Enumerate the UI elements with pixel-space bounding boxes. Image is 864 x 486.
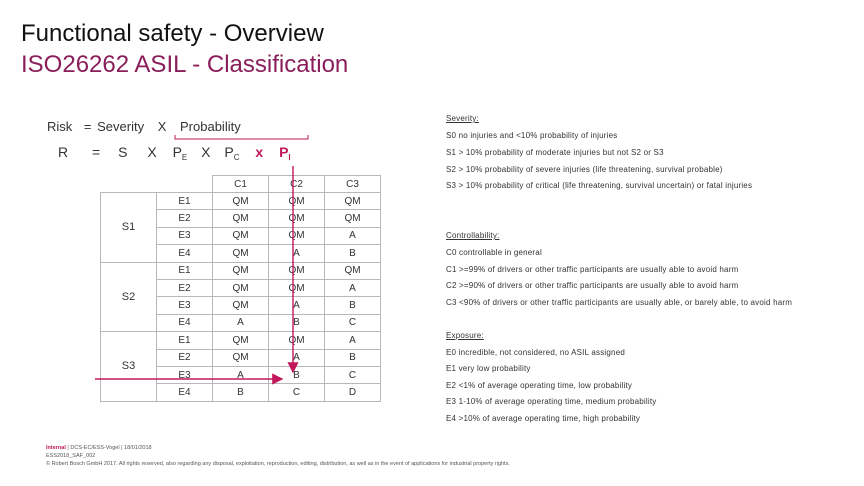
asil-cell: QM bbox=[325, 210, 381, 227]
exposure-item: E1 very low probability bbox=[446, 364, 531, 373]
severity-item: S2 > 10% probability of severe injuries (life threatening, survival probable) bbox=[446, 165, 723, 174]
asil-cell: QM bbox=[213, 279, 269, 296]
severity-cell: S2 bbox=[101, 262, 157, 332]
footer-line-2: ESS2018_SAF_002 bbox=[46, 453, 96, 459]
exposure-item: E4 >10% of average operating time, high probability bbox=[446, 414, 641, 423]
asil-cell: QM bbox=[325, 262, 381, 279]
exposure-cell: E3 bbox=[157, 227, 213, 244]
slide-subtitle: ISO26262 ASIL - Classification bbox=[21, 51, 349, 78]
exposure-cell: E1 bbox=[157, 262, 213, 279]
asil-cell: QM bbox=[213, 193, 269, 210]
controllability-item: C1 >=99% of drivers or other traffic participants are usually able to avoid harm bbox=[446, 265, 739, 274]
formula-severity: Severity bbox=[97, 119, 145, 134]
asil-cell: QM bbox=[213, 297, 269, 314]
formula-pc: $P_C$ bbox=[224, 144, 240, 162]
severity-item: S3 > 10% probability of critical (life threatening, survival uncertain) or fatal injuries bbox=[446, 181, 753, 190]
formula-eq: = bbox=[83, 119, 92, 134]
slide-title: Functional safety - Overview bbox=[21, 20, 324, 47]
controllability-heading: Controllability: bbox=[446, 231, 500, 240]
formula-pi: $P_I$ bbox=[279, 144, 291, 162]
probability-bracket bbox=[175, 135, 308, 139]
column-header: C1 bbox=[213, 176, 269, 193]
exposure-heading: Exposure: bbox=[446, 331, 484, 340]
severity-cell: S3 bbox=[101, 332, 157, 402]
asil-cell: B bbox=[269, 366, 325, 383]
asil-cell: QM bbox=[213, 262, 269, 279]
formula-pe: $P_E$ bbox=[172, 144, 188, 162]
formula-risk: Risk bbox=[47, 119, 73, 134]
formula-x2: X bbox=[201, 144, 211, 160]
severity-item: S0 no injuries and <10% probability of injuries bbox=[446, 131, 618, 140]
exposure-item: E0 incredible, not considered, no ASIL assigned bbox=[446, 348, 625, 357]
asil-cell: QM bbox=[213, 245, 269, 262]
formula-r: R bbox=[58, 144, 69, 160]
asil-cell: QM bbox=[213, 227, 269, 244]
column-header: C3 bbox=[325, 176, 381, 193]
asil-cell: B bbox=[325, 349, 381, 366]
asil-cell: C bbox=[325, 366, 381, 383]
formula-x3: x bbox=[255, 144, 264, 160]
exposure-cell: E4 bbox=[157, 384, 213, 401]
exposure-cell: E2 bbox=[157, 210, 213, 227]
controllability-item: C2 >=90% of drivers or other traffic participants are usually able to avoid harm bbox=[446, 281, 739, 290]
asil-cell: QM bbox=[269, 210, 325, 227]
formula-s: S bbox=[118, 144, 128, 160]
asil-cell: A bbox=[269, 297, 325, 314]
asil-cell: A bbox=[213, 314, 269, 331]
severity-item: S1 > 10% probability of moderate injuries but not S2 or S3 bbox=[446, 148, 664, 157]
footer-line-1 bbox=[46, 445, 152, 451]
exposure-cell: E2 bbox=[157, 349, 213, 366]
asil-cell: A bbox=[325, 227, 381, 244]
asil-cell: D bbox=[325, 384, 381, 401]
formula-probability: Probability bbox=[180, 119, 241, 134]
formula-x1: X bbox=[147, 144, 157, 160]
formula-eq2: = bbox=[92, 144, 101, 160]
exposure-cell: E4 bbox=[157, 314, 213, 331]
asil-cell: QM bbox=[213, 210, 269, 227]
footer-copyright: © Robert Bosch GmbH 2017. All rights reserved, also regarding any disposal, exploitation, reproduction, editing, distribution, as well as in the event of applications for industrial property rights. bbox=[46, 461, 510, 467]
asil-cell: A bbox=[325, 332, 381, 349]
asil-cell: C bbox=[269, 384, 325, 401]
exposure-cell: E3 bbox=[157, 366, 213, 383]
footer-department: | DCS-EC/ESS-Vogel | 18/01/2018 bbox=[65, 445, 152, 451]
exposure-item: E2 <1% of average operating time, low probability bbox=[446, 381, 633, 390]
asil-cell: QM bbox=[213, 349, 269, 366]
asil-cell: QM bbox=[269, 262, 325, 279]
controllability-item: C3 <90% of drivers or other traffic participants are usually able, or barely able, to avoid harm bbox=[446, 298, 793, 307]
exposure-cell: E1 bbox=[157, 332, 213, 349]
asil-cell: A bbox=[213, 366, 269, 383]
exposure-cell: E3 bbox=[157, 297, 213, 314]
controllability-item: C0 controllable in general bbox=[446, 248, 542, 257]
asil-cell: B bbox=[325, 245, 381, 262]
asil-cell: A bbox=[325, 279, 381, 296]
asil-cell: A bbox=[269, 349, 325, 366]
asil-cell: A bbox=[269, 245, 325, 262]
asil-cell: B bbox=[213, 384, 269, 401]
asil-cell: QM bbox=[269, 227, 325, 244]
asil-cell: QM bbox=[325, 193, 381, 210]
exposure-item: E3 1-10% of average operating time, medium probability bbox=[446, 397, 657, 406]
asil-cell: QM bbox=[269, 332, 325, 349]
exposure-cell: E2 bbox=[157, 279, 213, 296]
asil-cell: C bbox=[325, 314, 381, 331]
asil-cell: QM bbox=[269, 279, 325, 296]
asil-cell: QM bbox=[269, 193, 325, 210]
asil-cell: B bbox=[269, 314, 325, 331]
severity-heading: Severity: bbox=[446, 114, 479, 123]
footer-internal: Internal bbox=[46, 445, 66, 451]
asil-cell: B bbox=[325, 297, 381, 314]
asil-cell: QM bbox=[213, 332, 269, 349]
exposure-cell: E4 bbox=[157, 245, 213, 262]
severity-cell: S1 bbox=[101, 193, 157, 263]
exposure-cell: E1 bbox=[157, 193, 213, 210]
formula-x: X bbox=[157, 119, 167, 134]
column-header: C2 bbox=[269, 176, 325, 193]
